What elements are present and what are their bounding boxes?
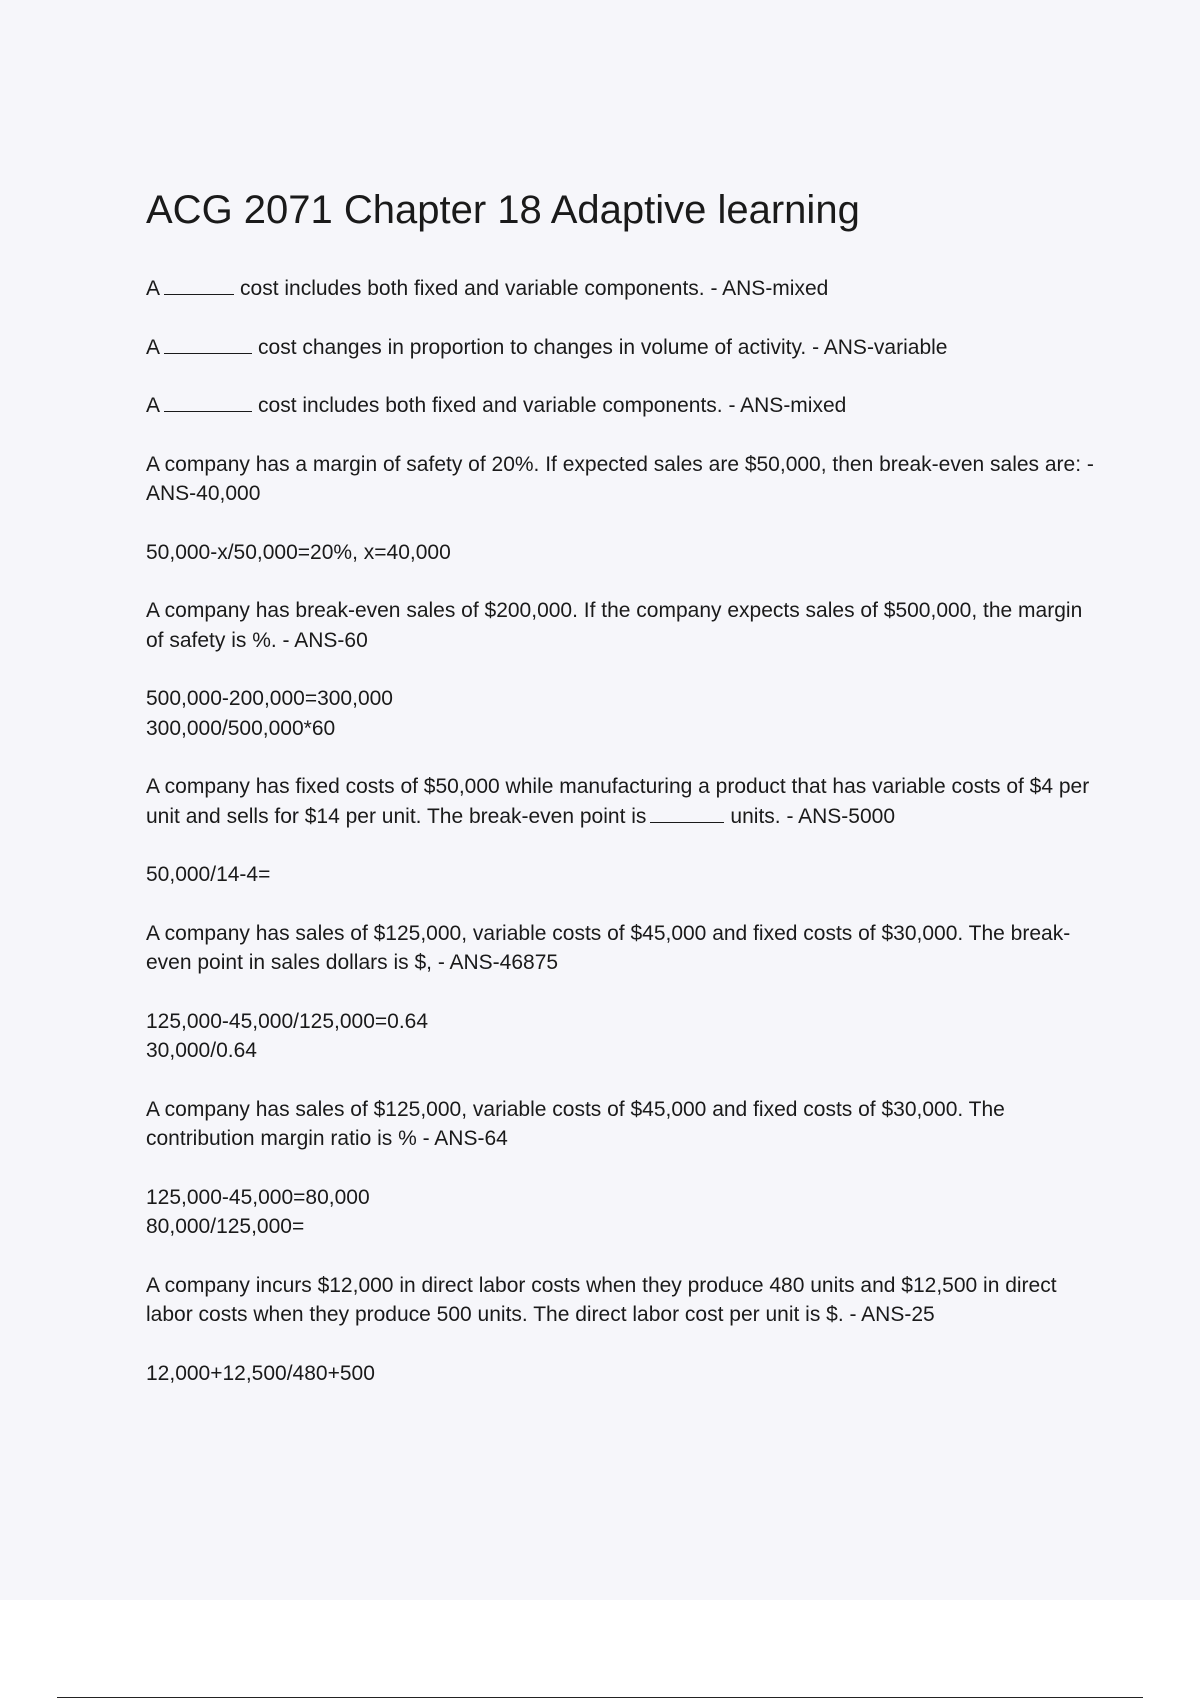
working-7-line-1: 125,000-45,000/125,000=0.64 bbox=[146, 1009, 429, 1033]
question-1-prefix: A bbox=[146, 277, 161, 300]
question-2-prefix: A bbox=[146, 335, 161, 359]
working-8-line-2: 80,000/125,000= bbox=[146, 1215, 305, 1238]
working-6: 50,000/14-4= bbox=[146, 863, 271, 886]
working-8 bbox=[146, 1183, 1096, 1242]
question-3 bbox=[146, 391, 1096, 421]
fill-blank bbox=[164, 335, 252, 354]
question-7: A company has sales of $125,000, variable costs of $45,000 and fixed costs of $30,000. The break-even point in sales dollars is $, - ANS-46875 bbox=[146, 921, 1071, 974]
question-3-text: cost includes both fixed and variable components. - ANS-mixed bbox=[258, 394, 847, 417]
working-5-line-2: 300,000/500,000*60 bbox=[146, 716, 336, 740]
working-7-line-2: 30,000/0.64 bbox=[146, 1039, 257, 1062]
question-6-text-after: units. - ANS-5000 bbox=[730, 804, 896, 828]
working-9: 12,000+12,500/480+500 bbox=[146, 1361, 375, 1385]
working-4: 50,000-x/50,000=20%, x=40,000 bbox=[146, 540, 451, 564]
page-title: ACG 2071 Chapter 18 Adaptive learning bbox=[146, 188, 860, 232]
footer-divider bbox=[57, 1697, 1143, 1698]
question-6 bbox=[146, 772, 1096, 831]
working-7 bbox=[146, 1007, 1096, 1066]
question-1 bbox=[146, 274, 1096, 304]
question-3-prefix: A bbox=[146, 394, 161, 417]
working-5-line-1: 500,000-200,000=300,000 bbox=[146, 687, 393, 710]
question-6-text-before: A company has fixed costs of $50,000 while manufacturing a product that has variable costs of $4 per unit and sells for $14 per unit. The break-even point is bbox=[146, 775, 1090, 828]
question-4: A company has a margin of safety of 20%. If expected sales are $50,000, then break-even sales are: - ANS-40,000 bbox=[146, 452, 1094, 505]
question-9: A company incurs $12,000 in direct labor costs when they produce 480 units and $12,500 in direct labor costs when they produce 500 units. The direct labor cost per unit is $. - ANS-25 bbox=[146, 1273, 1057, 1326]
question-2 bbox=[146, 333, 1096, 363]
question-8: A company has sales of $125,000, variable costs of $45,000 and fixed costs of $30,000. The contribution margin ratio is % - ANS-64 bbox=[146, 1097, 1005, 1150]
working-8-line-1: 125,000-45,000=80,000 bbox=[146, 1185, 370, 1209]
fill-blank bbox=[650, 804, 724, 823]
question-5: A company has break-even sales of $200,000. If the company expects sales of $500,000, the margin of safety is %. - ANS-60 bbox=[146, 599, 1083, 652]
fill-blank bbox=[164, 276, 234, 295]
working-5 bbox=[146, 684, 1096, 743]
question-1-text: cost includes both fixed and variable components. - ANS-mixed bbox=[240, 277, 829, 300]
fill-blank bbox=[164, 393, 252, 412]
question-2-text: cost changes in proportion to changes in volume of activity. - ANS-variable bbox=[258, 335, 948, 359]
document-body bbox=[146, 186, 1096, 1417]
